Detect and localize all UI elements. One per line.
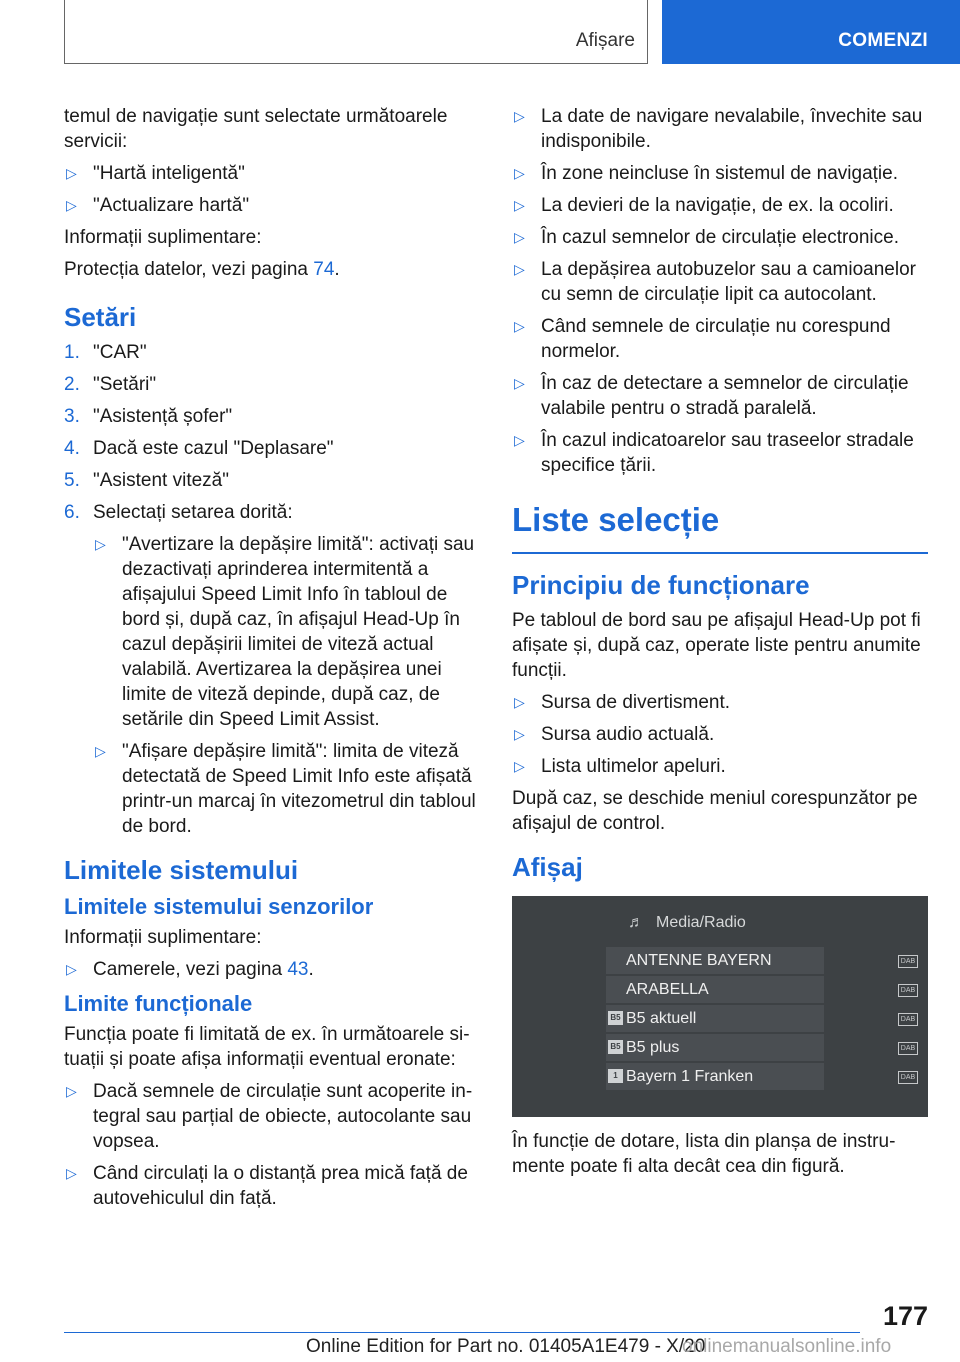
functional-intro: Funcția poate fi limitată de ex. în următoarele situații și poate afișa informații eventual eronate: [64, 1024, 470, 1070]
step-item: 4. Dacă este cazul "Deplasare" [64, 438, 334, 459]
list-item: ▷ În zone neincluse în sistemul de navigație. [512, 161, 928, 186]
dab-badge: DAB [898, 984, 918, 997]
dab-badge: DAB [898, 1042, 918, 1055]
list-item: ▷ La devieri de la navigație, de ex. la ocoliri. [512, 193, 928, 218]
settings-steps [64, 340, 478, 839]
left-column [64, 104, 478, 1218]
list-item: ▷ La date de navigare nevalabile, învechite sau indisponibile. [512, 104, 928, 154]
footer-divider [64, 1332, 860, 1333]
edition-text: Online Edition for Part no. 01405A1E479 - X/20 [306, 1336, 706, 1357]
list-item: ▷ Lista ultimelor apeluri. [512, 754, 928, 779]
step6-options [93, 532, 478, 839]
page-number: 177 [882, 1301, 928, 1331]
dab-badge: DAB [898, 955, 918, 968]
dab-badge: DAB [898, 1013, 918, 1026]
functional-limits-heading: Limite funcționale [64, 991, 253, 1016]
header-section-box [64, 0, 648, 64]
dab-badge: DAB [898, 1071, 918, 1084]
station-row: B5 B5 plus DAB [606, 1034, 824, 1061]
screen-title: ♬ Media/Radio [656, 910, 746, 935]
display-heading: Afișaj [512, 852, 583, 882]
media-radio-screenshot [512, 896, 928, 1117]
settings-heading: Setări [64, 302, 137, 332]
list-item: ▷ La depășirea autobuzelor sau a camioanelor cu semn de circulație lipit ca autocolant. [512, 257, 928, 307]
list-item: ▷ Sursa audio actuală. [512, 722, 928, 747]
list-item: ▷ În caz de detectare a semnelor de circulație valabile pentru o stradă paralelă. [512, 371, 928, 421]
principle-after: După caz, se deschide meniul corespunzător pe afișajul de control. [512, 788, 918, 834]
list-item: ▷ În cazul semnelor de circulație electronice. [512, 225, 928, 250]
intro-text: temul de navigație sunt selectate următoarele servicii: [64, 106, 448, 152]
step-item: 1. "CAR" [64, 342, 147, 363]
principle-list [512, 690, 928, 779]
list-item: ▷ "Actualizare hartă" [64, 193, 478, 218]
station-logo-icon: 1 [608, 1069, 623, 1083]
functional-list [64, 1079, 478, 1211]
sensor-list [64, 957, 478, 982]
protection-ref: Protecția datelor, vezi pagina 74. [64, 259, 340, 280]
station-logo-icon: B5 [608, 1011, 623, 1025]
list-item: ▷ "Avertizare la depășire limită": activați sau dezactivați aprinderea intermitentă a afișajului Speed Limit Info în tabloul de bord și, după caz, în afișajul Head-Up în cazul depășirii limitei de viteză actual valabilă. Avertizarea la depășirea unei limite de viteză depinde, după caz, de setările din Speed Limit Assist. [93, 532, 478, 732]
list-item: ▷ Sursa de divertisment. [512, 690, 928, 715]
list-item: ▷ Când semnele de circulație nu corespund normelor. [512, 314, 928, 364]
header-chapter-label: COMENZI [838, 30, 928, 51]
header-section-label: Afișare [575, 30, 635, 51]
info-label: Informații suplimentare: [64, 227, 262, 248]
principle-heading: Principiu de funcționare [512, 570, 810, 600]
step-item: 5. "Asistent viteză" [64, 470, 229, 491]
intro-list [64, 161, 478, 218]
sensor-info-label: Informații suplimentare: [64, 927, 262, 948]
list-item: ▷ "Hartă inteligentă" [64, 161, 478, 186]
list-item: ▷ Când circulați la o distanță prea mică față de autovehiculul din față. [64, 1161, 478, 1211]
list-item: ▷ Camerele, vezi pagina 43. [64, 957, 478, 982]
step-item: 3. "Asistență șofer" [64, 406, 233, 427]
list-item: ▷ "Afișare depășire limită": limita de viteză detectată de Speed Limit Info este afișată printr-un marcaj în vitezometrul din tabloul de bord. [93, 739, 478, 839]
list-item: ▷ Dacă semnele de circulație sunt acoperite integral sau parțial de obiecte, autocolante sau vopsea. [64, 1079, 478, 1154]
station-row: 1 Bayern 1 Franken DAB [606, 1063, 824, 1090]
station-row: ARABELLA DAB [606, 976, 824, 1003]
functional-list-continued [512, 104, 928, 478]
list-item: ▷ În cazul indicatoarelor sau traseelor stradale specifice țării. [512, 428, 928, 478]
step-item: 6. Selectați setarea dorită: ▷ "Avertizare la depășire limită": activați sau dezactivați aprinderea intermitentă a afișajului Speed Limit Info în tabloul de bord și, după caz, în afișajul Head-Up în cazul depășirii limitei de viteză actual valabilă. Avertizarea la depășirea unei limite de viteză depinde, după caz, de setările din Speed Limit Assist. ▷ "Afișare depășire limită": limita de viteză detectată de Speed Limit Info este afișată printr-un marcaj în vitezometrul din tabloul de bord. [64, 500, 478, 839]
figure-caption: În funcție de dotare, lista din planșa de instrumente poate fi alta decât cea din figură. [512, 1131, 896, 1177]
station-row: B5 B5 aktuell DAB [606, 1005, 824, 1032]
page-link[interactable]: 74 [313, 259, 335, 280]
page-link[interactable]: 43 [287, 959, 309, 980]
principle-text: Pe tabloul de bord sau pe afișajul Head-Up pot fi afișate și, după caz, operate liste pentru anumite funcții. [512, 610, 921, 681]
station-logo-icon: B5 [608, 1040, 623, 1054]
right-column [512, 104, 928, 1186]
watermark: onlinemanualsonline.info [682, 1336, 892, 1357]
station-row: ANTENNE BAYERN DAB [606, 947, 824, 974]
media-radio-icon: ♬ [628, 914, 644, 931]
step-item: 2. "Setări" [64, 374, 157, 395]
sensor-limits-heading: Limitele sistemului senzorilor [64, 894, 374, 919]
lists-heading: Liste selecție [512, 500, 928, 554]
station-list [606, 947, 916, 1092]
limits-heading: Limitele sistemului [64, 855, 299, 885]
header-chapter-tab [662, 0, 960, 64]
